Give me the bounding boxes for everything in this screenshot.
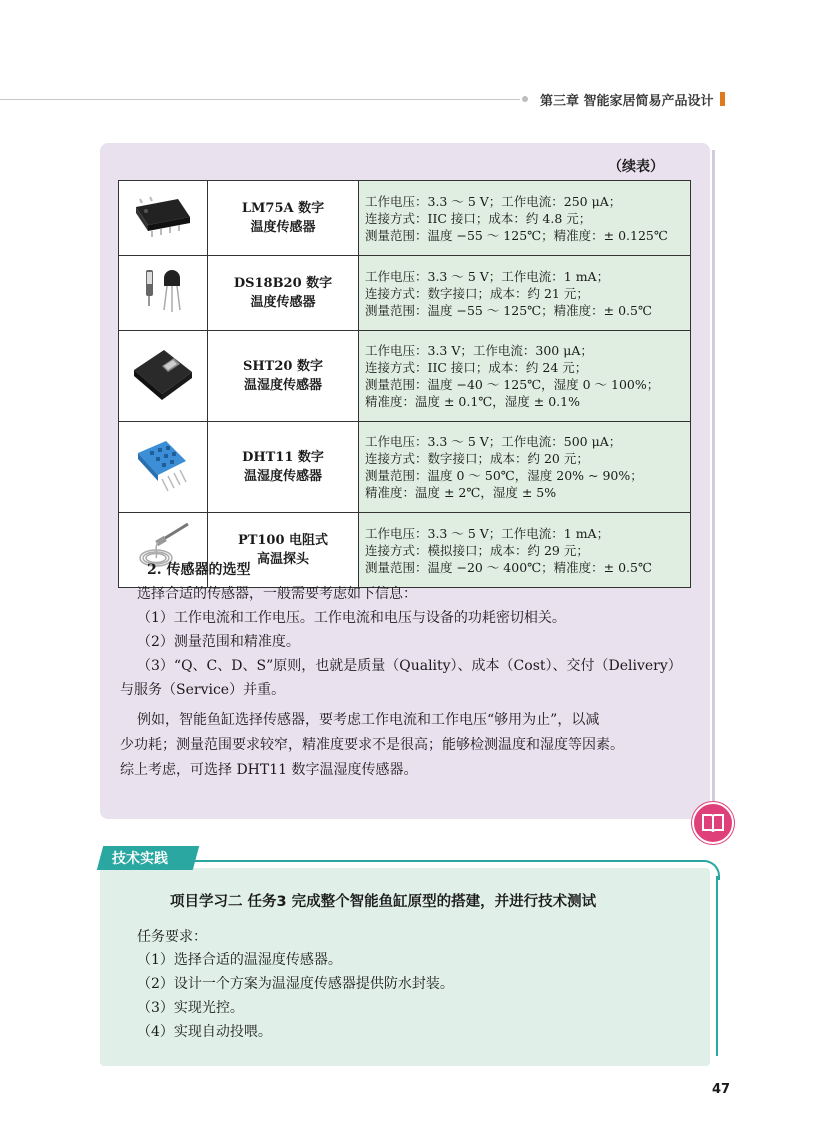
dht11-module-icon <box>119 422 208 513</box>
sht20-chip-icon <box>119 331 208 422</box>
chapter-marker <box>720 92 725 106</box>
practice-tag: 技术实践 <box>112 851 168 867</box>
practice-edge <box>716 876 718 1056</box>
sensor-specs: 工作电压：3.3 V；工作电流：300 μA； 连接方式：IIC 接口；成本：约 24 元； 测量范围：温度 −40 ～ 125℃，湿度 0 ～ 100%； 精准度：温度 ± 0.1℃，湿度 ± 0.1% <box>359 331 691 422</box>
sensor-table <box>118 180 691 588</box>
sensor-specs: 工作电压：3.3 ～ 5 V；工作电流：250 μA； 连接方式：IIC 接口；成本：约 4.8 元； 测量范围：温度 −55 ～ 125℃；精准度：± 0.125℃ <box>359 181 691 256</box>
section-intro: 选择合适的传感器，一般需要考虑如下信息： <box>137 586 417 602</box>
criteria-item-1: （1）工作电流和工作电压。工作电流和电压与设备的功耗密切相关。 <box>137 610 566 626</box>
practice-rule <box>195 860 705 862</box>
header-dot <box>522 96 528 102</box>
page-number: 47 <box>712 1082 731 1097</box>
table-row <box>119 331 691 422</box>
table-row <box>119 422 691 513</box>
table-row <box>119 181 691 256</box>
sensor-name: DHT11 数字 温湿度传感器 <box>208 422 359 513</box>
task-title: 项目学习二 任务3 完成整个智能鱼缸原型的搭建，并进行技术测试 <box>170 894 597 910</box>
sensor-name: SHT20 数字 温湿度传感器 <box>208 331 359 422</box>
sensor-specs: 工作电压：3.3 ～ 5 V；工作电流：500 μA； 连接方式：数字接口；成本：约 20 元； 测量范围：温度 0 ～ 50℃，湿度 20% ~ 90%； 精准度：温度 ± 2℃，湿度 ± 5% <box>359 422 691 513</box>
lm75a-chip-icon <box>119 181 208 256</box>
example-conclusion: 综上考虑，可选择 DHT11 数字温湿度传感器。 <box>120 762 418 778</box>
ds18b20-probe-icon <box>119 256 208 331</box>
criteria-item-3: （3）“Q、C、D、S”原则，也就是质量（Quality）、成本（Cost）、交付（Delivery） <box>137 658 682 674</box>
task-requirements-label: 任务要求： <box>137 929 207 945</box>
sensor-name: LM75A 数字 温度传感器 <box>208 181 359 256</box>
task-item: （4）实现自动投喂。 <box>137 1024 272 1040</box>
panel-edge <box>712 150 715 810</box>
chapter-title: 第三章 智能家居简易产品设计 <box>540 94 714 109</box>
task-item: （3）实现光控。 <box>137 1000 244 1016</box>
continued-label: （续表） <box>608 159 664 175</box>
task-item: （2）设计一个方案为温湿度传感器提供防水封装。 <box>137 976 454 992</box>
task-item: （1）选择合适的温湿度传感器。 <box>137 952 342 968</box>
header-rule <box>0 99 520 100</box>
sensor-name: DS18B20 数字 温度传感器 <box>208 256 359 331</box>
criteria-item-2: （2）测量范围和精准度。 <box>137 634 300 650</box>
sensor-specs: 工作电压：3.3 ～ 5 V；工作电流：1 mA； 连接方式：数字接口；成本：约 21 元； 测量范围：温度 −55 ～ 125℃；精准度：± 0.5℃ <box>359 256 691 331</box>
table-row <box>119 256 691 331</box>
sensor-specs: 工作电压：3.3 ～ 5 V；工作电流：1 mA； 连接方式：模拟接口；成本：约 29 元； 测量范围：温度 −20 ～ 400℃；精准度：± 0.5℃ <box>359 513 691 588</box>
reading-book-icon <box>692 802 734 844</box>
sensor-name: PT100 电阻式 高温探头 <box>208 513 359 588</box>
section-heading: 2. 传感器的选型 <box>147 562 251 578</box>
example-paragraph-cont: 少功耗；测量范围要求较窄，精准度要求不是很高；能够检测温度和湿度等因素。 <box>120 737 624 753</box>
example-paragraph: 例如，智能鱼缸选择传感器，要考虑工作电流和工作电压“够用为止”，以减 <box>137 712 600 728</box>
criteria-item-3-cont: 与服务（Service）并重。 <box>120 682 286 698</box>
